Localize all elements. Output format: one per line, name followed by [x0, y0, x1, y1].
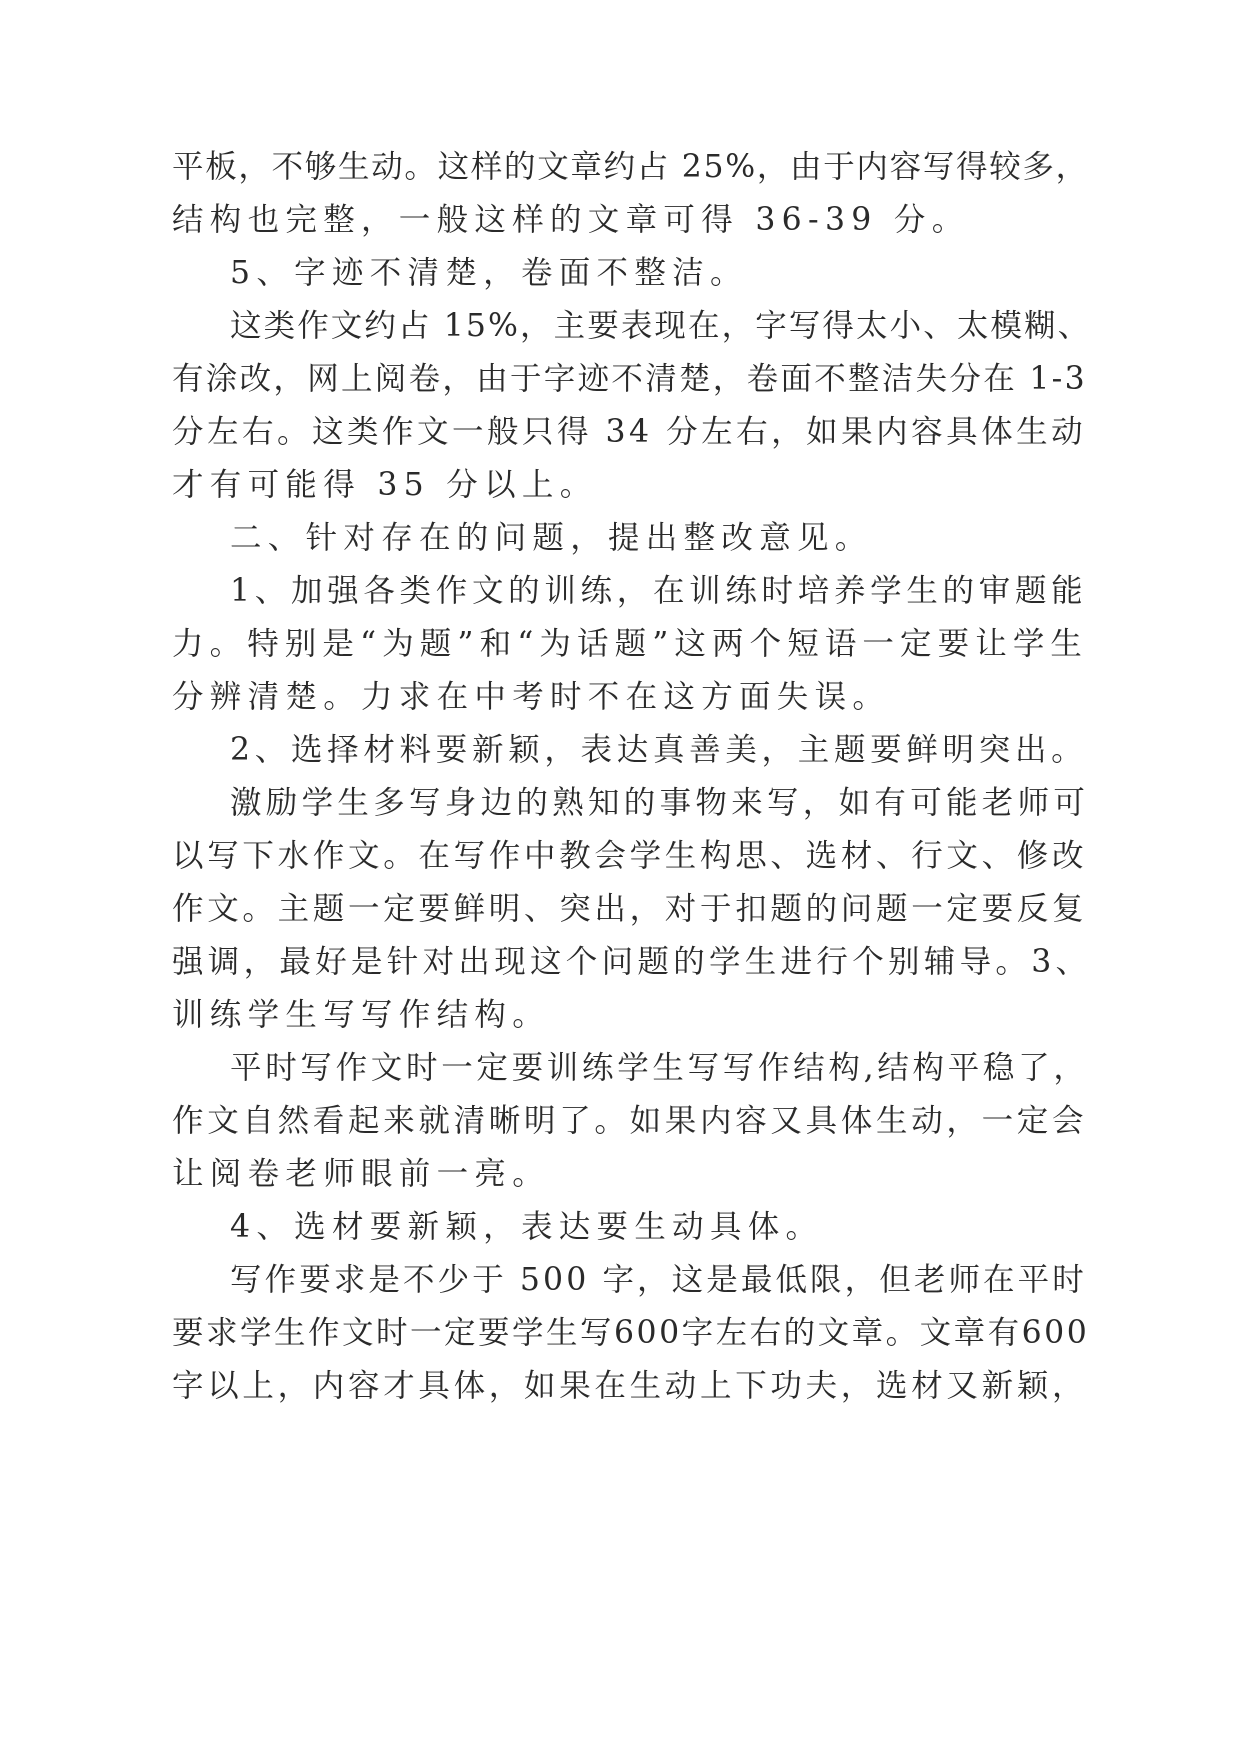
text-line: 2、选择材料要新颖，表达真善美，主题要鲜明突出。 [230, 732, 1088, 768]
text-line: 以写下水作文。在写作中教会学生构思、选材、行文、修改 [172, 838, 1088, 874]
text-line: 1、加强各类作文的训练，在训练时培养学生的审题能 [230, 573, 1088, 609]
text-line: 作文自然看起来就清晰明了。如果内容又具体生动，一定会 [172, 1103, 1088, 1139]
text-line: 力。特别是“为题”和“为话题”这两个短语一定要让学生 [172, 626, 1089, 662]
text-line: 平时写作文时一定要训练学生写写作结构,结构平稳了， [230, 1050, 1089, 1086]
text-line: 分左右。这类作文一般只得 34 分左右，如果内容具体生动 [172, 414, 1087, 450]
text-line: 才有可能得 35 分以上。 [172, 467, 598, 503]
text-line: 让阅卷老师眼前一亮。 [172, 1156, 551, 1192]
text-line: 有涂改，网上阅卷，由于字迹不清楚，卷面不整洁失分在 1-3 [172, 361, 1087, 397]
text-line: 字以上，内容才具体，如果在生动上下功夫，选材又新颖， [172, 1368, 1088, 1404]
text-line: 激励学生多写身边的熟知的事物来写，如有可能老师可 [230, 785, 1090, 821]
text-line: 强调，最好是针对出现这个问题的学生进行个别辅导。3、 [172, 944, 1092, 980]
text-line: 5、字迹不清楚，卷面不整洁。 [230, 255, 748, 291]
text-line: 训练学生写写作结构。 [172, 997, 551, 1033]
text-line: 4、选材要新颖，表达要生动具体。 [230, 1209, 824, 1245]
text-line: 写作要求是不少于 500 字，这是最低限，但老师在平时 [230, 1262, 1087, 1298]
text-line: 这类作文约占 15%，主要表现在，字写得太小、太模糊、 [230, 308, 1092, 344]
text-line: 结构也完整，一般这样的文章可得 36-39 分。 [172, 202, 970, 238]
text-line: 平板，不够生动。这样的文章约占 25%，由于内容写得较多， [172, 149, 1089, 185]
text-line: 要求学生作文时一定要学生写600字左右的文章。文章有600 [172, 1315, 1090, 1351]
text-line: 二、针对存在的问题，提出整改意见。 [230, 520, 873, 556]
text-line: 作文。主题一定要鲜明、突出，对于扣题的问题一定要反复 [172, 891, 1088, 927]
text-line: 分辨清楚。力求在中考时不在这方面失误。 [172, 679, 891, 715]
